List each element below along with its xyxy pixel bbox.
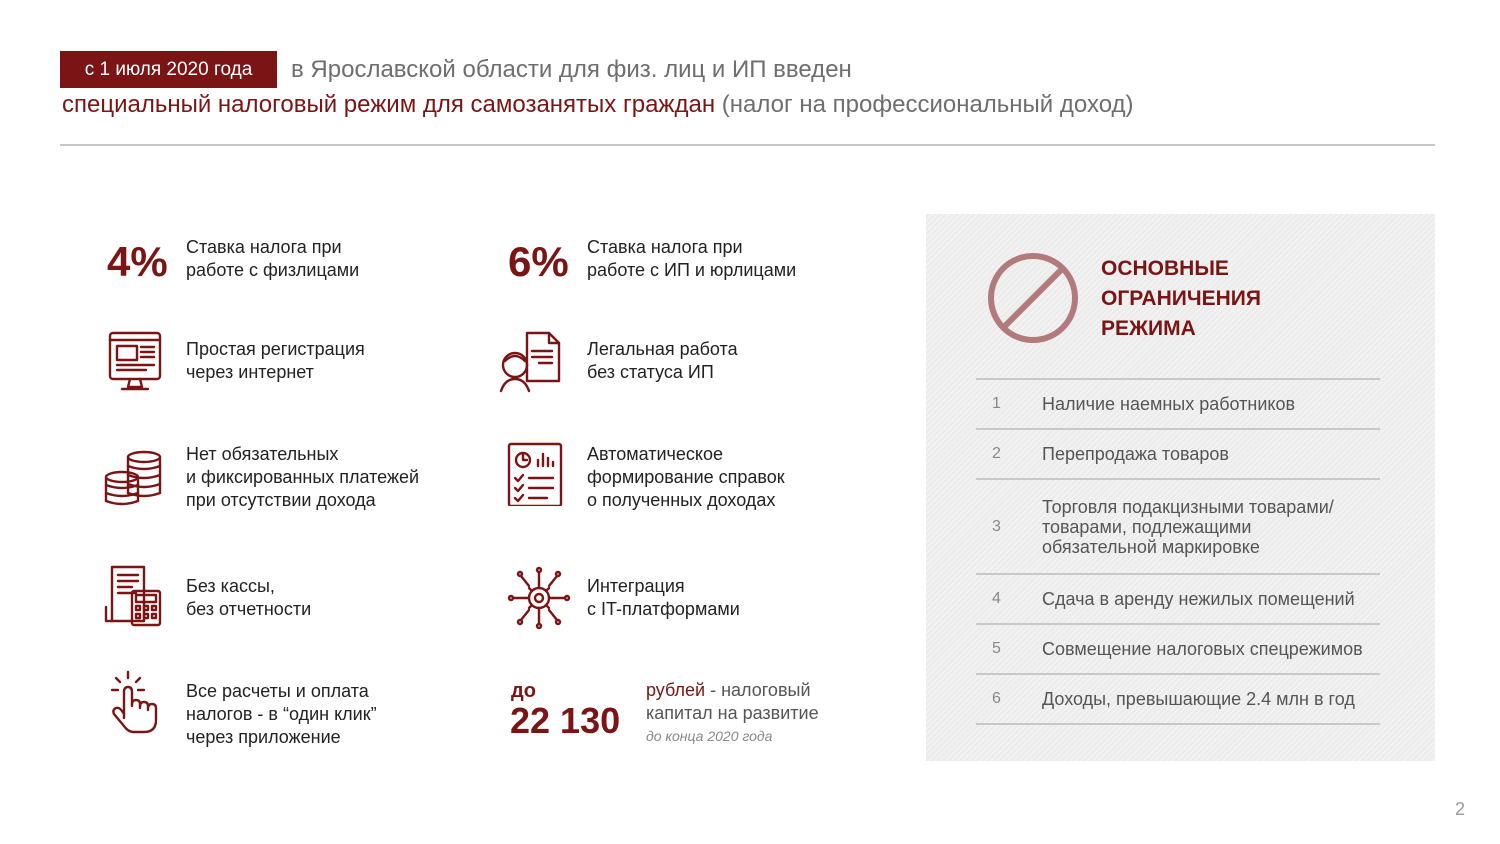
rate-companies-text: Ставка налога при работе с ИП и юрлицами: [587, 237, 797, 280]
capital-upto: до: [511, 680, 536, 702]
capital-amount: 22 130: [510, 700, 621, 741]
limitations-panel: [926, 214, 1435, 761]
date-badge: с 1 июля 2020 года: [60, 51, 277, 88]
legal-work-text: Легальная работа без статуса ИП: [587, 339, 738, 382]
capital-currency: рублей: [646, 680, 706, 700]
list-item: 1 Наличие наемных работников: [976, 378, 1380, 428]
no-cashbox-text: Без кассы, без отчетности: [186, 576, 312, 619]
regime-name: специальный налоговый режим для самозанятых граждан: [62, 91, 716, 118]
limitations-title: ОСНОВНЫЕ ОГРАНИЧЕНИЯ РЕЖИМА: [1101, 257, 1261, 340]
gear-network-icon: [507, 566, 571, 630]
rate-companies-value: 6%: [508, 238, 569, 285]
page-number: 2: [1455, 799, 1466, 819]
rate-individuals-text: Ставка налога при работе с физлицами: [186, 237, 360, 280]
capital-text: рублей - налоговый капитал на развитие: [646, 680, 819, 723]
hand-click-icon: [106, 670, 170, 734]
computer-form-icon: [104, 329, 168, 393]
auto-reports-text: Автоматическое формирование справок о полученных доходах: [587, 444, 785, 510]
no-payments-text: Нет обязательных и фиксированных платежей при отсутствии дохода: [186, 444, 420, 510]
limitations-list: [976, 378, 1380, 725]
list-item: 6 Доходы, превышающие 2.4 млн в год: [976, 673, 1380, 725]
list-item: 3 Торговля подакцизными товарами/товарами, подлежащими обязательной маркировке: [976, 478, 1380, 573]
one-click-text: Все расчеты и оплата налогов - в “один клик” через приложение: [186, 681, 377, 747]
integration-text: Интеграция с IT-платформами: [587, 576, 740, 619]
regime-subtitle: (налог на профессиональный доход): [721, 91, 1134, 118]
capital-note: до конца 2020 года: [646, 728, 773, 744]
header-divider: [60, 144, 1435, 146]
person-document-icon: [497, 329, 561, 393]
prohibition-icon: [985, 250, 1081, 346]
header-line-1: в Ярославской области для физ. лиц и ИП введен: [291, 56, 852, 83]
rate-individuals-value: 4%: [107, 238, 168, 285]
coins-stack-icon: [102, 447, 166, 511]
registration-text: Простая регистрация через интернет: [186, 339, 365, 382]
report-document-icon: [503, 442, 567, 506]
list-item: 2 Перепродажа товаров: [976, 428, 1380, 478]
receipt-calculator-icon: [102, 563, 166, 627]
header-line-2: [62, 91, 1134, 119]
list-item: 5 Совмещение налоговых спецрежимов: [976, 623, 1380, 673]
list-item: 4 Сдача в аренду нежилых помещений: [976, 573, 1380, 623]
